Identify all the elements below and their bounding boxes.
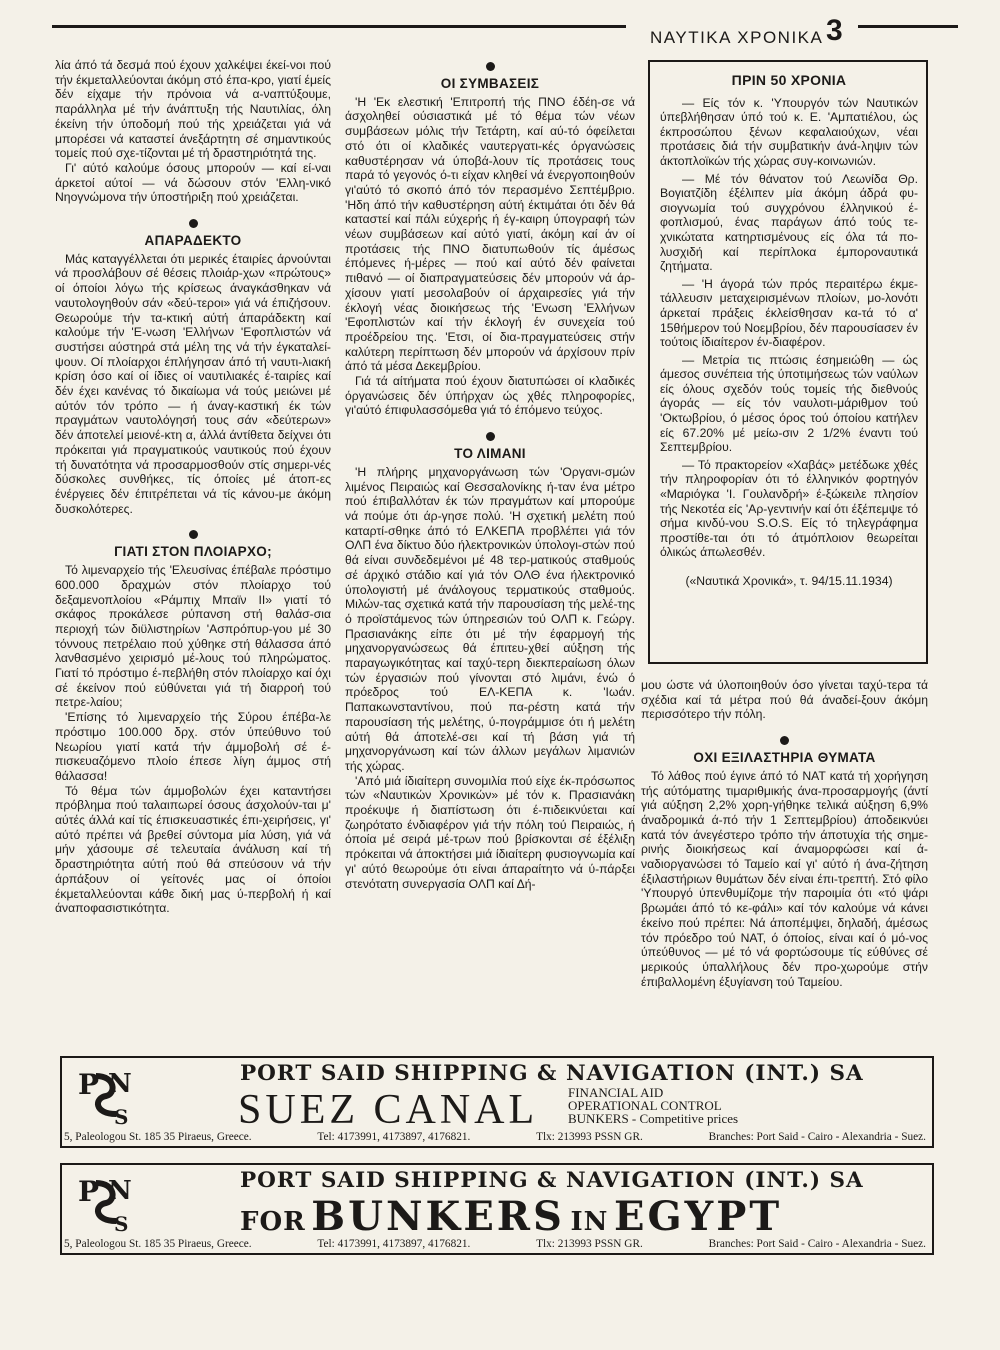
ad-contact-line (64, 1131, 926, 1143)
section-paragraph: 'Η πλήρης μηχανοργάνωση τών 'Οργανι-σμών λιμένος Πειραιώς καί Θεσσαλονίκης ή-ταν ένα μέτρο πού έπιβαλλόταν έκ τών πραγμάτων καί μπορούμε νά πούμε ότι άρ-γησε πολύ. 'Η σχετική μελέτη πού καταρτί-σθηκε άπό τό ΕΛΚΕΠΑ προβλέπει γιά τόν ΟΛΠ ένα δίκτυο δύο ήλεκτρονικών ύπολογι-στών πού θά είναι συνδεδεμένοι μέ 48 τερ-ματικούς σταθμούς σέ άρχικό στάδιο καί γιά τόν ΟΛΘ ένα ήλεκτρονικό ύπολογιστή μέ άνάλογους τερματικούς σταθμούς. Μιλών-τας σχετικά κατά τήν παρουσίαση τής μελέ-της ό προϊστάμενος τών ύπηρεσιών τού ΟΛΠ κ. Γεώργ. Πρασιανάκης είπε ότι μέ τήν έφαρμογή τής μηχανοργανώσεως θά έπιτευ-χθεί αύξηση τής παραγωγικότητας καί ταχύ-τερη διεκπεραίωση όλων τών έργασιών πού γίνονται στό λιμάνι, ένώ ό πρόεδρος τού ΕΛ-ΚΕΠΑ κ. 'Ιωάν. Παπακωνσταντίνου, πού πα-ρέστη κατά τήν παρουσίαση τής μελέτης, ύ-πογράμμισε ότι ή μελέτη αύτή θά άποτελέ-σει καί τή βάση γιά τή μηχανοργάνωση καί τών άλλων μεγάλων λιμανιών τής χώρας. (345, 464, 635, 773)
box-source-citation: («Ναυτικά Χρονικά», τ. 94/15.11.1934) (685, 574, 893, 588)
ad-headline: SUEZ CANAL (238, 1087, 539, 1133)
column-right (641, 678, 928, 1048)
header-rule-left (52, 25, 626, 28)
prin-50-xronia-box (648, 60, 928, 664)
box-heading: ΠΡΙΝ 50 ΧΡΟΝΙΑ (731, 72, 847, 88)
column-middle (345, 58, 635, 1043)
column-left (55, 58, 331, 1043)
ad-branches: Branches: Port Said - Cairo - Alexandria - Suez. (708, 1238, 926, 1250)
article-continuation-paragraph: λία άπό τά δεσμά πού έχουν χαλκέψει έκεί-νοι πού τήν έκμεταλλεύονται άκόμη στό έπα-κρο, γιατί έμείς δέν είχαμε τήν πρόνοια νά α-ναπτύξουμε, παράλληλα μέ τήν άνάπτυξη τής Ναυτιλίας, όλη έκείνη τήν ύποδομή πού τής χρειάζεται γιά νά μπορέσει νά καταστεί άνεξάρτητη σέ σημαντικούς τομείς πού σχε-τίζονται μέ τή δραστηριότητά της. (55, 58, 331, 161)
box-item: — Μετρία τις πτώσις έσημειώθη — ώς άμεσος συνέπεια τής ύποτιμήσεως τών ναύλων είς όλους σχεδόν τούς τομείς τής διεθνούς άγοράς — είς τόν ναυλοτι-μάριθμον τού 'Οκτωβρίου, ό μέσος όρος τού όποίου κατήλεν είς 67.20% μέ μείω-σιν 2 1/2% έναντι τού Σεπτεμβρίου. (660, 352, 918, 455)
bullet-dot-icon (486, 62, 495, 71)
ad-company-name: PORT SAID SHIPPING & NAVIGATION (INT.) SA (240, 1061, 864, 1086)
article-continuation-paragraph: Γι' αύτό καλούμε όσους μπορούν — καί εί-ναι άρκετοί αύτοί — νά δώσουν στόν 'Ελλη-νικό Νηογνώμονα τήν ύποστήριξη πού χρειάζεται. (55, 160, 331, 205)
section-paragraph: 'Επίσης τό λιμεναρχείο τής Σύρου έπέβα-λε πρόστιμο 100.000 δρχ. στόν ύπεύθυνο τού Νεωρίου γιατί κατά τήν άμμοβολή σέ έ-πισκευαζόμενο πλοίο έπεσε λίγη άμμος στή θάλασσα! (55, 710, 331, 783)
svg-text:S: S (114, 1105, 129, 1126)
box-item: — Είς τόν κ. 'Υπουργόν τών Ναυτικών ύπεβλήθησαν ύπό τού κ. Ε. 'Αμπατιέλου, ώς έκπροσώπου ξένων κεφαλαιούχων, νέαι προτάσεις διά τήν συμβατικήν άνά-ληψιν τών άκτοπλοϊκών τής χώρας συγ-κοινωνιών. (660, 95, 918, 168)
section-paragraph: Τό θέμα τών άμμοβολών έχει καταντήσει πρόβλημα πού ταλαιπωρεί όσους άσχολούν-ται μ' αύτές άλλά καί τίς έπισκευαστικές έπι-χειρήσεις, γι' αύτό πρέπει νά βρεθεί σύντομα μία λύση, γιά νά μήν χάσουμε σέ τελευταία άνάλυση καί τή δραστηριότητα αύτή πού θά σπεύσουν νά τήν άρπάξουν οί γείτονές μας οί όποίοι έκμεταλλεύονται κάθε δική μας ύ-περβολή ή καί άναποφασιστικότητα. (55, 783, 331, 916)
section-paragraph: Γιά τά αίτήματα πού έχουν διατυπώσει οί κλαδικές όργανώσεις δέν ύπήρχαν ώς χθές πληροφορίες, γι'αύτό έπιφυλασσόμεθα γιά τό έπόμενο τεύχος. (345, 374, 635, 418)
svg-text:P: P (78, 1175, 100, 1208)
section-paragraph: Τό λάθος πού έγινε άπό τό ΝΑΤ κατά τή χορήγηση τής αύτόματης τιμαριθμικής άνα-προσαρμογής (άντί γιά αύξηση 2,2% χορη-γήθηκε τελικά αύξηση 6,9% άναδρομικά ά-πό τήν 1 Σεπτεμβρίου) άποδεικνύει κατά τόν άνεγέστερο τρόπο τήν άποτυχία τής σημε-ρινής διοικήσεως καί άναμορφώσει καί ά-ναδιοργανώσει τό Ταμείο καί γι' αύτό ή άνα-ζήτηση έξιλαστήριων θυμάτων δέν είναι έπι-τρεπτή. Στό φίλο 'Υπουργό ύπενθυμίζομε τήν παροιμία ότι «τό ψάρι βρωμάει άπό τό κε-φάλι» καί τόν καλούμε νά κάνει έκείνο πού πρέπει: Νά άποπέμψει, δηλαδή, άμέσως τόν πρόεδρο τού ΝΑΤ, ό όποίος, είναι καί ό μό-νος ύπεύθυνος — μέ τό νά φορτώσουμε τίς εύθύνες σέ μερικούς ύπαλλήλους δέν προ-χωρούμε στήν έπιβαλλομένη έξυγίανση τού Ταμείου. (641, 768, 928, 989)
section-heading-giati-ston-ploiarxo: ΓΙΑΤΙ ΣΤΟΝ ΠΛΟΙΑΡΧΟ; (114, 544, 272, 560)
ad-company-name: PORT SAID SHIPPING & NAVIGATION (INT.) SA (240, 1168, 864, 1193)
section-heading-to-limani: ΤΟ ΛΙΜΑΝΙ (454, 446, 526, 462)
bullet-dot-icon (189, 530, 198, 539)
bullet-dot-icon (486, 432, 495, 441)
section-heading-oxi-exilastiria-thymata: ΟΧΙ ΕΞΙΛΑΣΤΗΡΙΑ ΘΥΜΑΤΑ (693, 750, 876, 766)
section-heading-oi-symvaseis: ΟΙ ΣΥΜΒΑΣΕΙΣ (440, 76, 540, 91)
ad-address: 5, Paleologou St. 185 35 Piraeus, Greece. (64, 1131, 252, 1143)
page-number: 3 (826, 14, 843, 47)
ad-phones: Tel: 4173991, 4173897, 4176821. (317, 1238, 471, 1250)
ad-telex: Tlx: 213993 PSSN GR. (536, 1131, 643, 1143)
section-paragraph: 'Η 'Εκ ελεστική 'Επιτροπή τής ΠΝΟ έδέη-σε νά άσχοληθεί ούσιαστικά μέ τό θέμα τών νέων συμβάσεων μόλις τήν Τετάρτη, καί αύ-τό όφείλεται στό ότι οί κλαδικές ναυτεργατι-κές όργανώσεις καθυστέρησαν νά ύποβά-λουν τίς προτάσεις τους παρά τό γεγονός ό-τι είχαν κληθεί νά ένεργοποιηθούν γι'αύτό τό σκοπό άπό τόν περασμένο Σεπτέμβριο. 'Ηδη άπό τήν καθυστέρηση αύτή έκτιμάται ότι δέν θά καταστεί καί πάλι εύχερής ή έγ-καιρη ύπογραφή τών νέων συμβάσεων καί αύτό γιατί, άκόμη καί άν οί προτάσεις τής ΠΝΟ διατυπωθούν τίς άμέσως έπόμενες ή-μέρες — πού καί αύτό δέν φαίνεται πιθανό — οί διαπραγματεύσεις δέν μπορούν νά άρ-χίσουν γιατί μεσολαβούν οί άρχαιρεσίες γιά τήν έκλογή νέας διοικήσεως τής 'Ενωση 'Ελλήνων 'Εφοπλιστών καί τήν έκλογή έν συνεχεία τού προέδρείου της. 'Ετσι, οί δια-πραγματεύσεις στήν καλύτερη περίπτωση δέν μπορούν νά άρχίσουν πρίν άπό τά μέσα Δεκεμβρίου. (345, 94, 635, 374)
bullet-dot-icon (780, 736, 789, 745)
section-paragraph: Μάς καταγγέλλεται ότι μερικές έταιρίες άρνούνται νά προσλάβουν σέ θέσεις πλοιάρ-χων «πρώτους» οί όποίοι λόγω τής κρίσεως άναγκάσθηκαν νά ναυτολογηθούν σάν «δεύ-τεροι» γιά νά έπιζήσουν. Θεωρούμε τήν τα-κτική αύτή άπαράδεκτη καί καλούμε τήν 'Ε-νωση 'Ελλήνων 'Εφοπλιστών νά συστήσει αύστηρά στά μέλη της νά τήν έγκαταλεί-ψουν. Οί πλοίαρχοι έπλήγησαν άπό τή ναυτι-λιακή κρίση όσο καί οί ίδιες οί ναυτιλιακές έ-ταιρίες καί δέν έχει κανένας τό δικαίωμα νά τούς μειώνει μέ αύτόν τόν τρόπο — ή άναγ-καστική έκ τών πραγμάτων ναυτολόγησή τους σάν «δεύτερων» δέν άποτελεί μειονέ-κτη α, άλλά άντίθετα δείχνει ότι πρόκειται γιά πραγματικούς ναυτικούς πού έχουν τή δυνατότητα νά προσαρμοσθούν στίς σημερι-νές δύσκολες συνθήκες, τίς όποίες μέ άτοπ-ες ένέργειες δέν έπιτρέπεται νά τίς κάνου-με άκόμη δυσκολότερες. (55, 251, 331, 516)
ad-headline-word: IN (570, 1207, 609, 1237)
section-paragraph: Τό λιμεναρχείο τής 'Ελευσίνας έπέβαλε πρόστιμο 600.000 δραχμών στόν πλοίαρχο τού δεξαμενοπλοίου «Ράμπιχ Μπαϊν ΙΙ» γιατί τό σκάφος προκάλεσε ρύπανση στή θαλάσ-σια περιοχή τών διϋλιστηρίων 'Ασπρόπυρ-γου μέ 30 τόννους πετρέλαιο πού χύθηκε στή θάλασσα άπό λανθασμένο χειρισμό μέ-λους τού πληρώματος. Γιατί τό πρόστιμο έ-πεβλήθη στόν πλοίαρχο καί όχι σέ έκείνον πού εύθύνεται γιά τή διαρροή τού πετρε-λαίου; (55, 563, 331, 710)
svg-text:N: N (108, 1069, 132, 1099)
ad-branches: Branches: Port Said - Cairo - Alexandria - Suez. (708, 1131, 926, 1143)
ad-telex: Tlx: 213993 PSSN GR. (536, 1238, 643, 1250)
ad-headline-word: BUNKERS (311, 1193, 565, 1240)
ad-service-item: FINANCIAL AID (568, 1085, 664, 1100)
header-rule-right (858, 25, 958, 28)
pssn-logo-icon (76, 1171, 138, 1233)
ad-headline-word: EGYPT (614, 1193, 783, 1240)
box-item: — 'Η άγορά τών πρός περαιτέρω έκμε-τάλλευσιν μεταχειρισμένων πλοίων, μο-λονότι άρκεταί πράξεις έκλείσθησαν κα-τά τό α' 15θήμερον τού Νοεμβρίου, δέν παρουσίασεν έν τούτοις ίδιαίτερον έν-διαφέρον. (660, 276, 918, 350)
advertisement-bunkers-egypt (60, 1163, 934, 1255)
pssn-logo-icon (76, 1064, 138, 1126)
svg-text:P: P (78, 1068, 100, 1101)
ad-service-item: OPERATIONAL CONTROL (568, 1098, 722, 1113)
ad-services-list (568, 1086, 738, 1125)
box-item: — Μέ τόν θάνατον τού Λεωνίδα Θρ. Βογιατζίδη έξέλιπεν μία άκόμη άδρά φυ-σιογνωμία τού συγχρόνου έλληνικού έ-φοπλισμού, ένας παράγων άπό τούς τε-χνικώτατα κατηρτισμένους είς όλα τά πο-λυσχιδή καί περίπλοκα έμποροναυτικά ζητήματα. (660, 171, 918, 274)
advertisement-suez-canal (60, 1056, 934, 1148)
ad-contact-line (64, 1238, 926, 1250)
box-item: — Τό πρακτορείον «Χαβάς» μετέδωκε χθές τήν πληροφορίαν ότι τό έλληνικόν φορτηγόν «Μαριόγκα 'Ι. Γουλανδρή» έ-ξώκειλε πλησίον τής Νεκοτέα είς 'Αρ-γεντινήν καί ότι έξέπεμψε τό σήμα κινδύ-νου S.O.S. Είς τό τηλεγράφημα προστίθε-ται ότι τό άτμόπλοιον θεωρείται όλικώς άπωλεσθέν. (660, 457, 918, 560)
running-header-title: ΝΑΥΤΙΚΑ ΧΡΟΝΙΚΑ (650, 28, 824, 47)
article-continuation-paragraph: μου ώστε νά ύλοποιηθούν όσο γίνεται ταχύ-τερα τά σχέδια καί τά μέτρα πού θά άναδεί-ξουν άκόμη περισσότερο τήν πόλη. (641, 678, 928, 722)
svg-text:N: N (108, 1176, 132, 1206)
ad-service-item: BUNKERS - Competitive prices (568, 1111, 739, 1126)
ad-headline-word: FOR (240, 1207, 306, 1237)
ad-phones: Tel: 4173991, 4173897, 4176821. (317, 1131, 471, 1143)
ad-address: 5, Paleologou St. 185 35 Piraeus, Greece. (64, 1238, 252, 1250)
bullet-dot-icon (189, 219, 198, 228)
section-paragraph: 'Από μιά ίδιαίτερη συνομιλία πού είχε έκ-πρόσωπος τών «Ναυτικών Χρονικών» μέ τόν κ. Πρασιανάκη προέκυψε ή διαπίστωση ότι έ-πιδεικνύεται καί ζωηρότατο ένδιαφέρον γιά τήν πόλη τού Πειραιώς, ή όποία μέ σειρά μέ-τρων πού βρίσκονται σέ έξέλιξη πρόκειται νά άποκτήσει μιά ίδιαίτερη φυσιογνωμία καί γι' αύτό θεωρούμε ότι είναι άπαραίτητο νά ύ-πάρξει στενότατη συνεργασία ΟΛΠ καί Δή- (345, 773, 635, 891)
section-heading-aparadekto: ΑΠΑΡΑΔΕΚΤΟ (144, 233, 242, 249)
svg-text:S: S (114, 1212, 129, 1233)
